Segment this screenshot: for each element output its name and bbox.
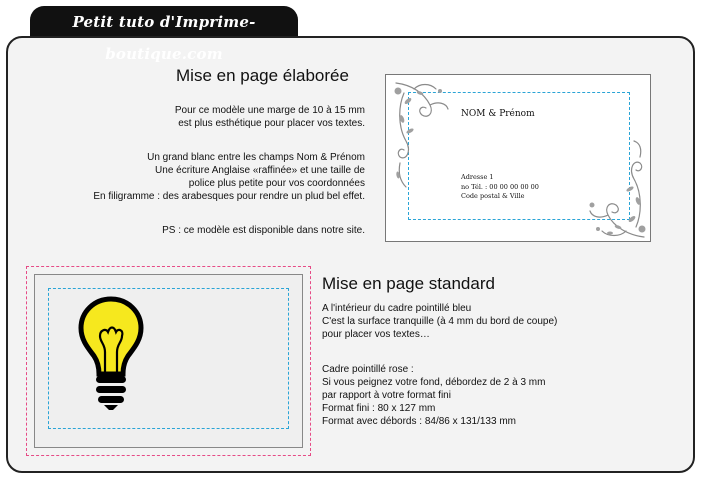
standard-card-preview bbox=[34, 274, 303, 448]
elaborate-card-preview bbox=[385, 74, 651, 242]
arabesque-bottom-right-icon bbox=[582, 139, 650, 241]
card-city-line: Code postal & Ville bbox=[461, 192, 525, 200]
standard-paragraph-1 bbox=[322, 302, 557, 341]
card-address-block bbox=[461, 173, 539, 202]
text-line: est plus esthétique pour placer vos textes. bbox=[178, 118, 365, 129]
text-line: C'est la surface tranquille (à 4 mm du bord de coupe) bbox=[322, 316, 558, 327]
text-line: Format fini : 80 x 127 mm bbox=[322, 403, 436, 414]
light-bulb-icon bbox=[78, 296, 144, 412]
text-line: Pour ce modèle une marge de 10 à 15 mm bbox=[174, 105, 365, 116]
card-phone-line: no Tél. : 00 00 00 00 00 bbox=[461, 182, 539, 191]
elaborate-paragraph-1 bbox=[175, 104, 365, 130]
header-title: Petit tuto d'Imprime-boutique.com bbox=[30, 6, 298, 36]
text-line: Un grand blanc entre les champs Nom & Prénom bbox=[147, 152, 365, 163]
text-line: par rapport à votre format fini bbox=[322, 390, 451, 401]
text-line: Format avec débords : 84/86 x 131/133 mm bbox=[322, 416, 516, 427]
arabesque-top-left-icon bbox=[390, 79, 452, 191]
elaborate-title: Mise en page élaborée bbox=[176, 66, 349, 85]
text-line: A l'intérieur du cadre pointillé bleu bbox=[322, 303, 472, 314]
text-line: En filigramme : des arabesques pour rendre un plud bel effet. bbox=[93, 191, 365, 202]
text-line: Cadre pointillé rose : bbox=[322, 364, 414, 375]
text-line: pour placer vos textes… bbox=[322, 329, 430, 340]
standard-title: Mise en page standard bbox=[322, 274, 495, 293]
text-line: PS : ce modèle est disponible dans notre site. bbox=[162, 225, 365, 236]
elaborate-paragraph-2 bbox=[93, 151, 365, 203]
text-line: Si vous peignez votre fond, débordez de 2 à 3 mm bbox=[322, 377, 546, 388]
elaborate-paragraph-3 bbox=[162, 224, 365, 237]
text-line: police plus petite pour vos coordonnées bbox=[188, 178, 365, 189]
standard-paragraph-2 bbox=[322, 363, 545, 428]
card-address-line: Adresse 1 bbox=[461, 173, 494, 181]
card-name: NOM & Prénom bbox=[461, 109, 535, 119]
text-line: Une écriture Anglaise «raffinée» et une taille de bbox=[155, 165, 365, 176]
